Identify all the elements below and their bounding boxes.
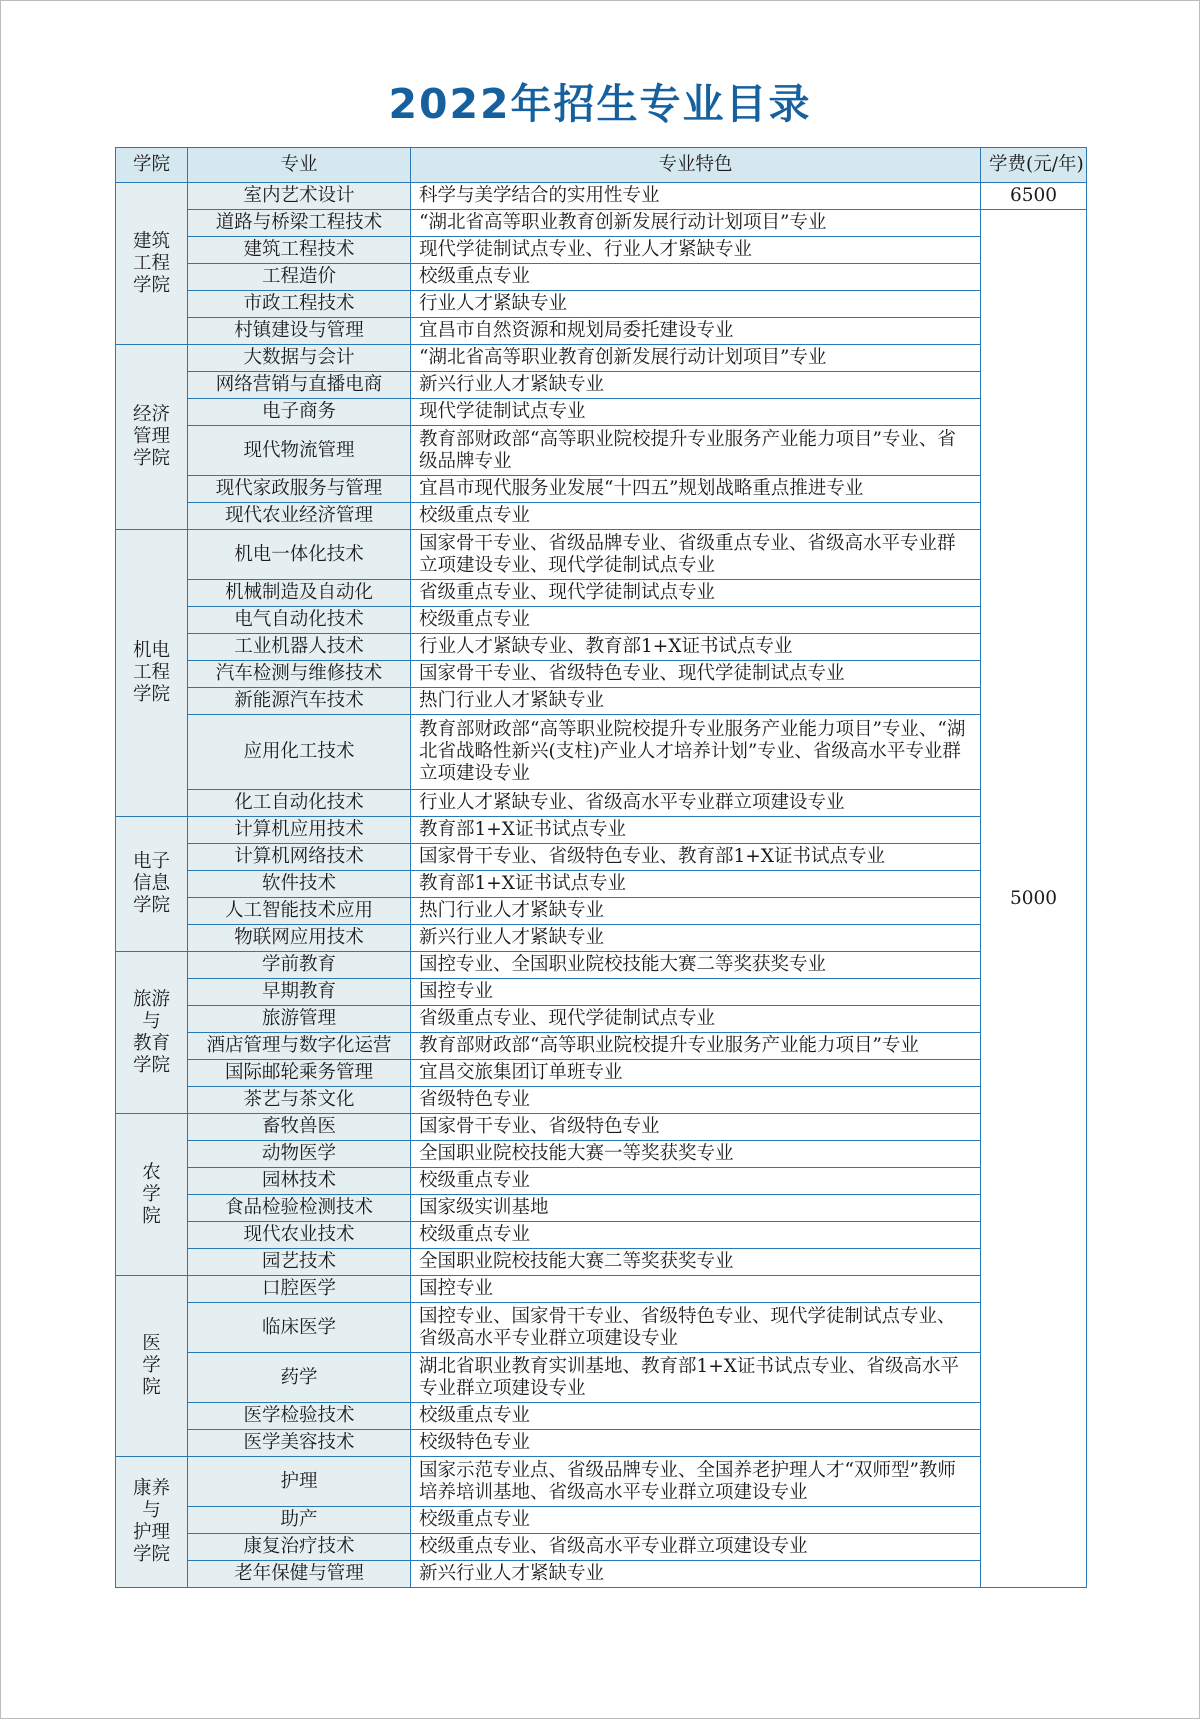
table-row: [116, 607, 1087, 634]
table-row: [116, 1006, 1087, 1033]
major-name: 口腔医学: [188, 1276, 411, 1303]
major-feature: 宜昌交旅集团订单班专业: [411, 1060, 981, 1087]
major-name: 园林技术: [188, 1168, 411, 1195]
major-feature: 教育部财政部“高等职业院校提升专业服务产业能力项目”专业、“湖北省战略性新兴(支柱)产业人才培养计划”专业、省级高水平专业群立项建设专业: [411, 715, 981, 790]
table-row: [116, 1353, 1087, 1403]
table-row: [116, 1060, 1087, 1087]
table-row: [116, 210, 1087, 237]
major-name: 临床医学: [188, 1303, 411, 1353]
college-cell: [116, 1276, 188, 1457]
major-feature: 国家骨干专业、省级特色专业、教育部1+X证书试点专业: [411, 844, 981, 871]
major-feature: 校级重点专业: [411, 1168, 981, 1195]
major-feature: 国控专业: [411, 979, 981, 1006]
major-name: 现代物流管理: [188, 426, 411, 476]
major-name: 大数据与会计: [188, 345, 411, 372]
major-name: 工程造价: [188, 264, 411, 291]
major-feature: 校级重点专业: [411, 1507, 981, 1534]
header-row: [116, 148, 1087, 183]
table-row: [116, 715, 1087, 790]
major-name: 新能源汽车技术: [188, 688, 411, 715]
college-name-line: 信息: [132, 873, 170, 894]
table-row: [116, 1561, 1087, 1588]
college-name-line: 学院: [132, 274, 170, 296]
major-name: 现代农业经济管理: [188, 503, 411, 530]
table-row: [116, 372, 1087, 399]
major-name: 网络营销与直播电商: [188, 372, 411, 399]
major-name: 医学检验技术: [188, 1403, 411, 1430]
major-name: 茶艺与茶文化: [188, 1087, 411, 1114]
header-feature: 专业特色: [411, 148, 981, 183]
major-feature: 校级重点专业: [411, 607, 981, 634]
table-row: [116, 661, 1087, 688]
college-name-line: 护理: [132, 1522, 170, 1543]
major-feature: 校级特色专业: [411, 1430, 981, 1457]
college-name-line: 医: [142, 1333, 161, 1354]
table-row: [116, 1403, 1087, 1430]
major-feature: “湖北省高等职业教育创新发展行动计划项目”专业: [411, 210, 981, 237]
major-name: 老年保健与管理: [188, 1561, 411, 1588]
major-feature: 教育部财政部“高等职业院校提升专业服务产业能力项目”专业、省级品牌专业: [411, 426, 981, 476]
fee-cell-first: 6500: [981, 183, 1087, 210]
header-fee: 学费(元/年): [981, 148, 1087, 183]
table-row: [116, 1507, 1087, 1534]
major-feature: 校级重点专业: [411, 1403, 981, 1430]
table-body: [116, 183, 1087, 1588]
major-name: 工业机器人技术: [188, 634, 411, 661]
college-name-line: 管理: [132, 426, 170, 447]
college-cell: [116, 345, 188, 530]
college-cell: [116, 952, 188, 1114]
major-name: 计算机应用技术: [188, 817, 411, 844]
table-row: [116, 1276, 1087, 1303]
major-name: 药学: [188, 1353, 411, 1403]
table-row: [116, 1457, 1087, 1507]
major-name: 早期教育: [188, 979, 411, 1006]
college-name-line: 经济: [132, 404, 170, 425]
college-name-line: 工程: [132, 662, 170, 683]
major-name: 物联网应用技术: [188, 925, 411, 952]
major-feature: 省级特色专业: [411, 1087, 981, 1114]
major-feature: 国家级实训基地: [411, 1195, 981, 1222]
table-row: [116, 1168, 1087, 1195]
table-row: [116, 871, 1087, 898]
college-name-line: 院: [142, 1377, 161, 1398]
college-name-line: 与: [142, 1010, 161, 1032]
table-row: [116, 790, 1087, 817]
major-name: 汽车检测与维修技术: [188, 661, 411, 688]
major-feature: 国家骨干专业、省级特色专业: [411, 1114, 981, 1141]
college-name-line: 学院: [132, 684, 170, 705]
college-name-line: 机电: [132, 640, 170, 661]
table-row: [116, 183, 1087, 210]
table-row: [116, 1222, 1087, 1249]
table-row: [116, 634, 1087, 661]
college-name-line: 工程: [132, 252, 170, 274]
table-row: [116, 1195, 1087, 1222]
major-name: 人工智能技术应用: [188, 898, 411, 925]
enrollment-table: [115, 147, 1087, 1588]
college-cell: [116, 183, 188, 345]
major-name: 建筑工程技术: [188, 237, 411, 264]
major-name: 学前教育: [188, 952, 411, 979]
major-name: 应用化工技术: [188, 715, 411, 790]
major-feature: 宜昌市自然资源和规划局委托建设专业: [411, 318, 981, 345]
college-name-line: 与: [142, 1500, 161, 1521]
table-row: [116, 1430, 1087, 1457]
college-cell: [116, 530, 188, 817]
college-name-line: 建筑: [132, 230, 170, 252]
college-name-line: 院: [142, 1205, 161, 1227]
major-feature: 校级重点专业、省级高水平专业群立项建设专业: [411, 1534, 981, 1561]
major-feature: 全国职业院校技能大赛二等奖获奖专业: [411, 1249, 981, 1276]
major-feature: 省级重点专业、现代学徒制试点专业: [411, 580, 981, 607]
major-name: 旅游管理: [188, 1006, 411, 1033]
major-name: 园艺技术: [188, 1249, 411, 1276]
major-feature: 校级重点专业: [411, 1222, 981, 1249]
college-cell: [116, 1114, 188, 1276]
table-row: [116, 688, 1087, 715]
page-title: 2022年招生专业目录: [388, 80, 812, 128]
table-row: [116, 1534, 1087, 1561]
table-row: [116, 1087, 1087, 1114]
major-feature: 教育部1+X证书试点专业: [411, 817, 981, 844]
major-name: 软件技术: [188, 871, 411, 898]
major-name: 医学美容技术: [188, 1430, 411, 1457]
table-row: [116, 503, 1087, 530]
major-name: 机电一体化技术: [188, 530, 411, 580]
major-feature: 热门行业人才紧缺专业: [411, 688, 981, 715]
major-name: 化工自动化技术: [188, 790, 411, 817]
table-row: [116, 476, 1087, 503]
major-feature: 宜昌市现代服务业发展“十四五”规划战略重点推进专业: [411, 476, 981, 503]
table-row: [116, 1303, 1087, 1353]
fee-cell-rest: 5000: [981, 210, 1087, 1588]
major-feature: 行业人才紧缺专业、省级高水平专业群立项建设专业: [411, 790, 981, 817]
major-feature: 现代学徒制试点专业: [411, 399, 981, 426]
college-cell: [116, 1457, 188, 1588]
table-row: [116, 264, 1087, 291]
major-feature: 湖北省职业教育实训基地、教育部1+X证书试点专业、省级高水平专业群立项建设专业: [411, 1353, 981, 1403]
major-feature: 国家骨干专业、省级特色专业、现代学徒制试点专业: [411, 661, 981, 688]
major-feature: 校级重点专业: [411, 264, 981, 291]
major-feature: 新兴行业人才紧缺专业: [411, 372, 981, 399]
table-row: [116, 580, 1087, 607]
major-name: 国际邮轮乘务管理: [188, 1060, 411, 1087]
college-name-line: 康养: [132, 1478, 170, 1499]
major-name: 现代农业技术: [188, 1222, 411, 1249]
major-name: 机械制造及自动化: [188, 580, 411, 607]
college-name-line: 旅游: [132, 988, 170, 1010]
college-name-line: 学院: [132, 448, 170, 469]
table-row: [116, 844, 1087, 871]
major-name: 道路与桥梁工程技术: [188, 210, 411, 237]
table-row: [116, 426, 1087, 476]
major-name: 动物医学: [188, 1141, 411, 1168]
table-row: [116, 530, 1087, 580]
table-row: [116, 318, 1087, 345]
major-feature: 行业人才紧缺专业、教育部1+X证书试点专业: [411, 634, 981, 661]
table-row: [116, 925, 1087, 952]
major-feature: 教育部1+X证书试点专业: [411, 871, 981, 898]
college-name-line: 电子: [132, 851, 170, 872]
college-cell: [116, 817, 188, 952]
major-feature: 国家示范专业点、省级品牌专业、全国养老护理人才“双师型”教师培养培训基地、省级高水平专业群立项建设专业: [411, 1457, 981, 1507]
major-feature: 国控专业、国家骨干专业、省级特色专业、现代学徒制试点专业、省级高水平专业群立项建设专业: [411, 1303, 981, 1353]
table-row: [116, 979, 1087, 1006]
major-name: 食品检验检测技术: [188, 1195, 411, 1222]
major-name: 护理: [188, 1457, 411, 1507]
college-name-line: 学院: [132, 1054, 170, 1076]
table-row: [116, 1249, 1087, 1276]
major-name: 助产: [188, 1507, 411, 1534]
major-feature: 全国职业院校技能大赛一等奖获奖专业: [411, 1141, 981, 1168]
table-row: [116, 1141, 1087, 1168]
table-row: [116, 817, 1087, 844]
major-feature: 校级重点专业: [411, 503, 981, 530]
header-college: 学院: [116, 148, 188, 183]
college-name-line: 学院: [132, 895, 170, 916]
major-feature: “湖北省高等职业教育创新发展行动计划项目”专业: [411, 345, 981, 372]
table-row: [116, 345, 1087, 372]
major-feature: 国控专业、全国职业院校技能大赛二等奖获奖专业: [411, 952, 981, 979]
college-name-line: 学院: [132, 1544, 170, 1565]
table-row: [116, 237, 1087, 264]
major-name: 畜牧兽医: [188, 1114, 411, 1141]
college-name-line: 农: [142, 1161, 161, 1183]
table-row: [116, 952, 1087, 979]
header-major: 专业: [188, 148, 411, 183]
major-name: 室内艺术设计: [188, 183, 411, 210]
table-row: [116, 1114, 1087, 1141]
major-feature: 教育部财政部“高等职业院校提升专业服务产业能力项目”专业: [411, 1033, 981, 1060]
table-row: [116, 399, 1087, 426]
major-name: 计算机网络技术: [188, 844, 411, 871]
major-feature: 国控专业: [411, 1276, 981, 1303]
college-name-line: 学: [142, 1355, 161, 1376]
major-feature: 现代学徒制试点专业、行业人才紧缺专业: [411, 237, 981, 264]
major-name: 电气自动化技术: [188, 607, 411, 634]
major-name: 村镇建设与管理: [188, 318, 411, 345]
major-feature: 新兴行业人才紧缺专业: [411, 1561, 981, 1588]
major-feature: 省级重点专业、现代学徒制试点专业: [411, 1006, 981, 1033]
college-name-line: 学: [142, 1183, 161, 1205]
major-feature: 热门行业人才紧缺专业: [411, 898, 981, 925]
major-feature: 新兴行业人才紧缺专业: [411, 925, 981, 952]
major-feature: 行业人才紧缺专业: [411, 291, 981, 318]
table-row: [116, 898, 1087, 925]
major-name: 电子商务: [188, 399, 411, 426]
table-row: [116, 1033, 1087, 1060]
major-name: 市政工程技术: [188, 291, 411, 318]
major-name: 康复治疗技术: [188, 1534, 411, 1561]
major-feature: 科学与美学结合的实用性专业: [411, 183, 981, 210]
major-name: 酒店管理与数字化运营: [188, 1033, 411, 1060]
table-row: [116, 291, 1087, 318]
major-feature: 国家骨干专业、省级品牌专业、省级重点专业、省级高水平专业群立项建设专业、现代学徒制试点专业: [411, 530, 981, 580]
major-name: 现代家政服务与管理: [188, 476, 411, 503]
college-name-line: 教育: [132, 1032, 170, 1054]
